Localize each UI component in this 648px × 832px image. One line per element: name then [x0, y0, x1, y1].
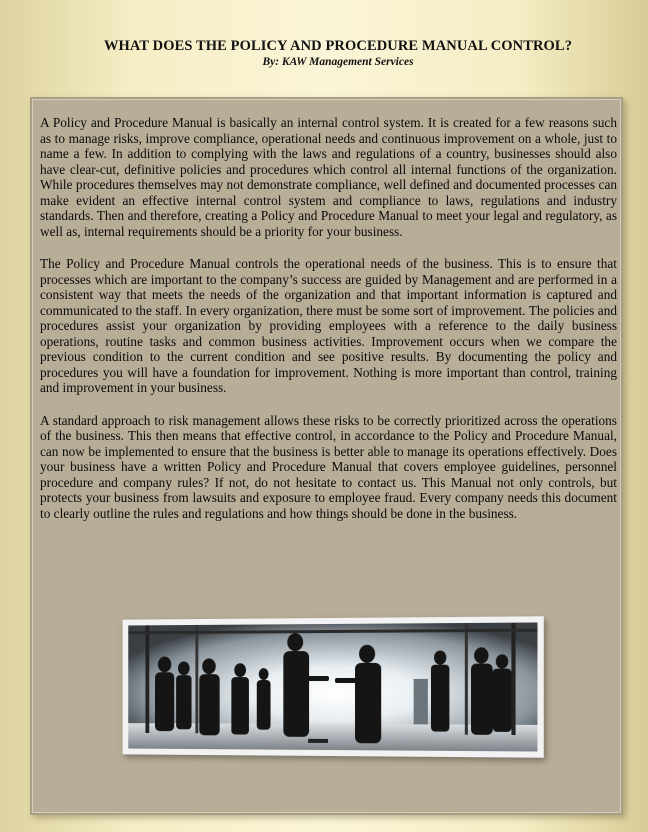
document-header	[0, 38, 648, 68]
document-title: WHAT DOES THE POLICY AND PROCEDURE MANUAL CONTROL?	[103, 38, 573, 54]
business-meeting-photo	[123, 616, 544, 757]
byline: By: KAW Management Services	[262, 56, 414, 68]
paragraph-3: A standard approach to risk management allows these risks to be correctly prioritized across the operations of the business. This then means that effective control, in accordance to the Policy and Procedure Manual, can now be implemented to ensure that the business is better able to manage its operations effectively. Does your business have a written Policy and Procedure Manual that covers employee guidelines, personnel procedure and company rules? If not, do not hesitate to contact us. This Manual not only controls, but protects your business from lawsuits and exposure to employee fraud. Every company needs this document to clearly outline the rules and regulations and how things should be done in the business.	[40, 412, 617, 521]
paragraph-2: The Policy and Procedure Manual controls the operational needs of the business. This is to ensure that processes which are important to the company’s success are guided by Management and are performed in a consistent way that meets the needs of the organization and that important information is captured and communicated to the staff. In every organization, there must be some sort of improvement. The policies and procedures assist your organization by providing employees with a reference to the daily business operations, routine tasks and common business activities. Improvement occurs when we compare the previous condition to the current condition and see positive results. By documenting the policy and procedures you will have a foundation for improvement. Nothing is more important than control, training and improvement in your business.	[40, 256, 617, 395]
paragraph-1: A Policy and Procedure Manual is basically an internal control system. It is created for a few reasons such as to manage risks, improve compliance, operational needs and continuous improvement on a whole, just to name a few. In addition to complying with the laws and regulations of a country, businesses should also have clear-cut, definitive policies and procedures which control all internal functions of the organization. While procedures themselves may not demonstrate compliance, well defined and documented processes can make evident an effective internal control system and compliance to laws, regulations and industry standards. Then and therefore, creating a Policy and Procedure Manual to meet your legal and regulatory, as well as, internal requirements should be a priority for your business.	[40, 115, 617, 239]
article-body	[40, 115, 617, 538]
content-panel	[30, 97, 623, 815]
handshake-silhouette-image	[128, 622, 537, 751]
